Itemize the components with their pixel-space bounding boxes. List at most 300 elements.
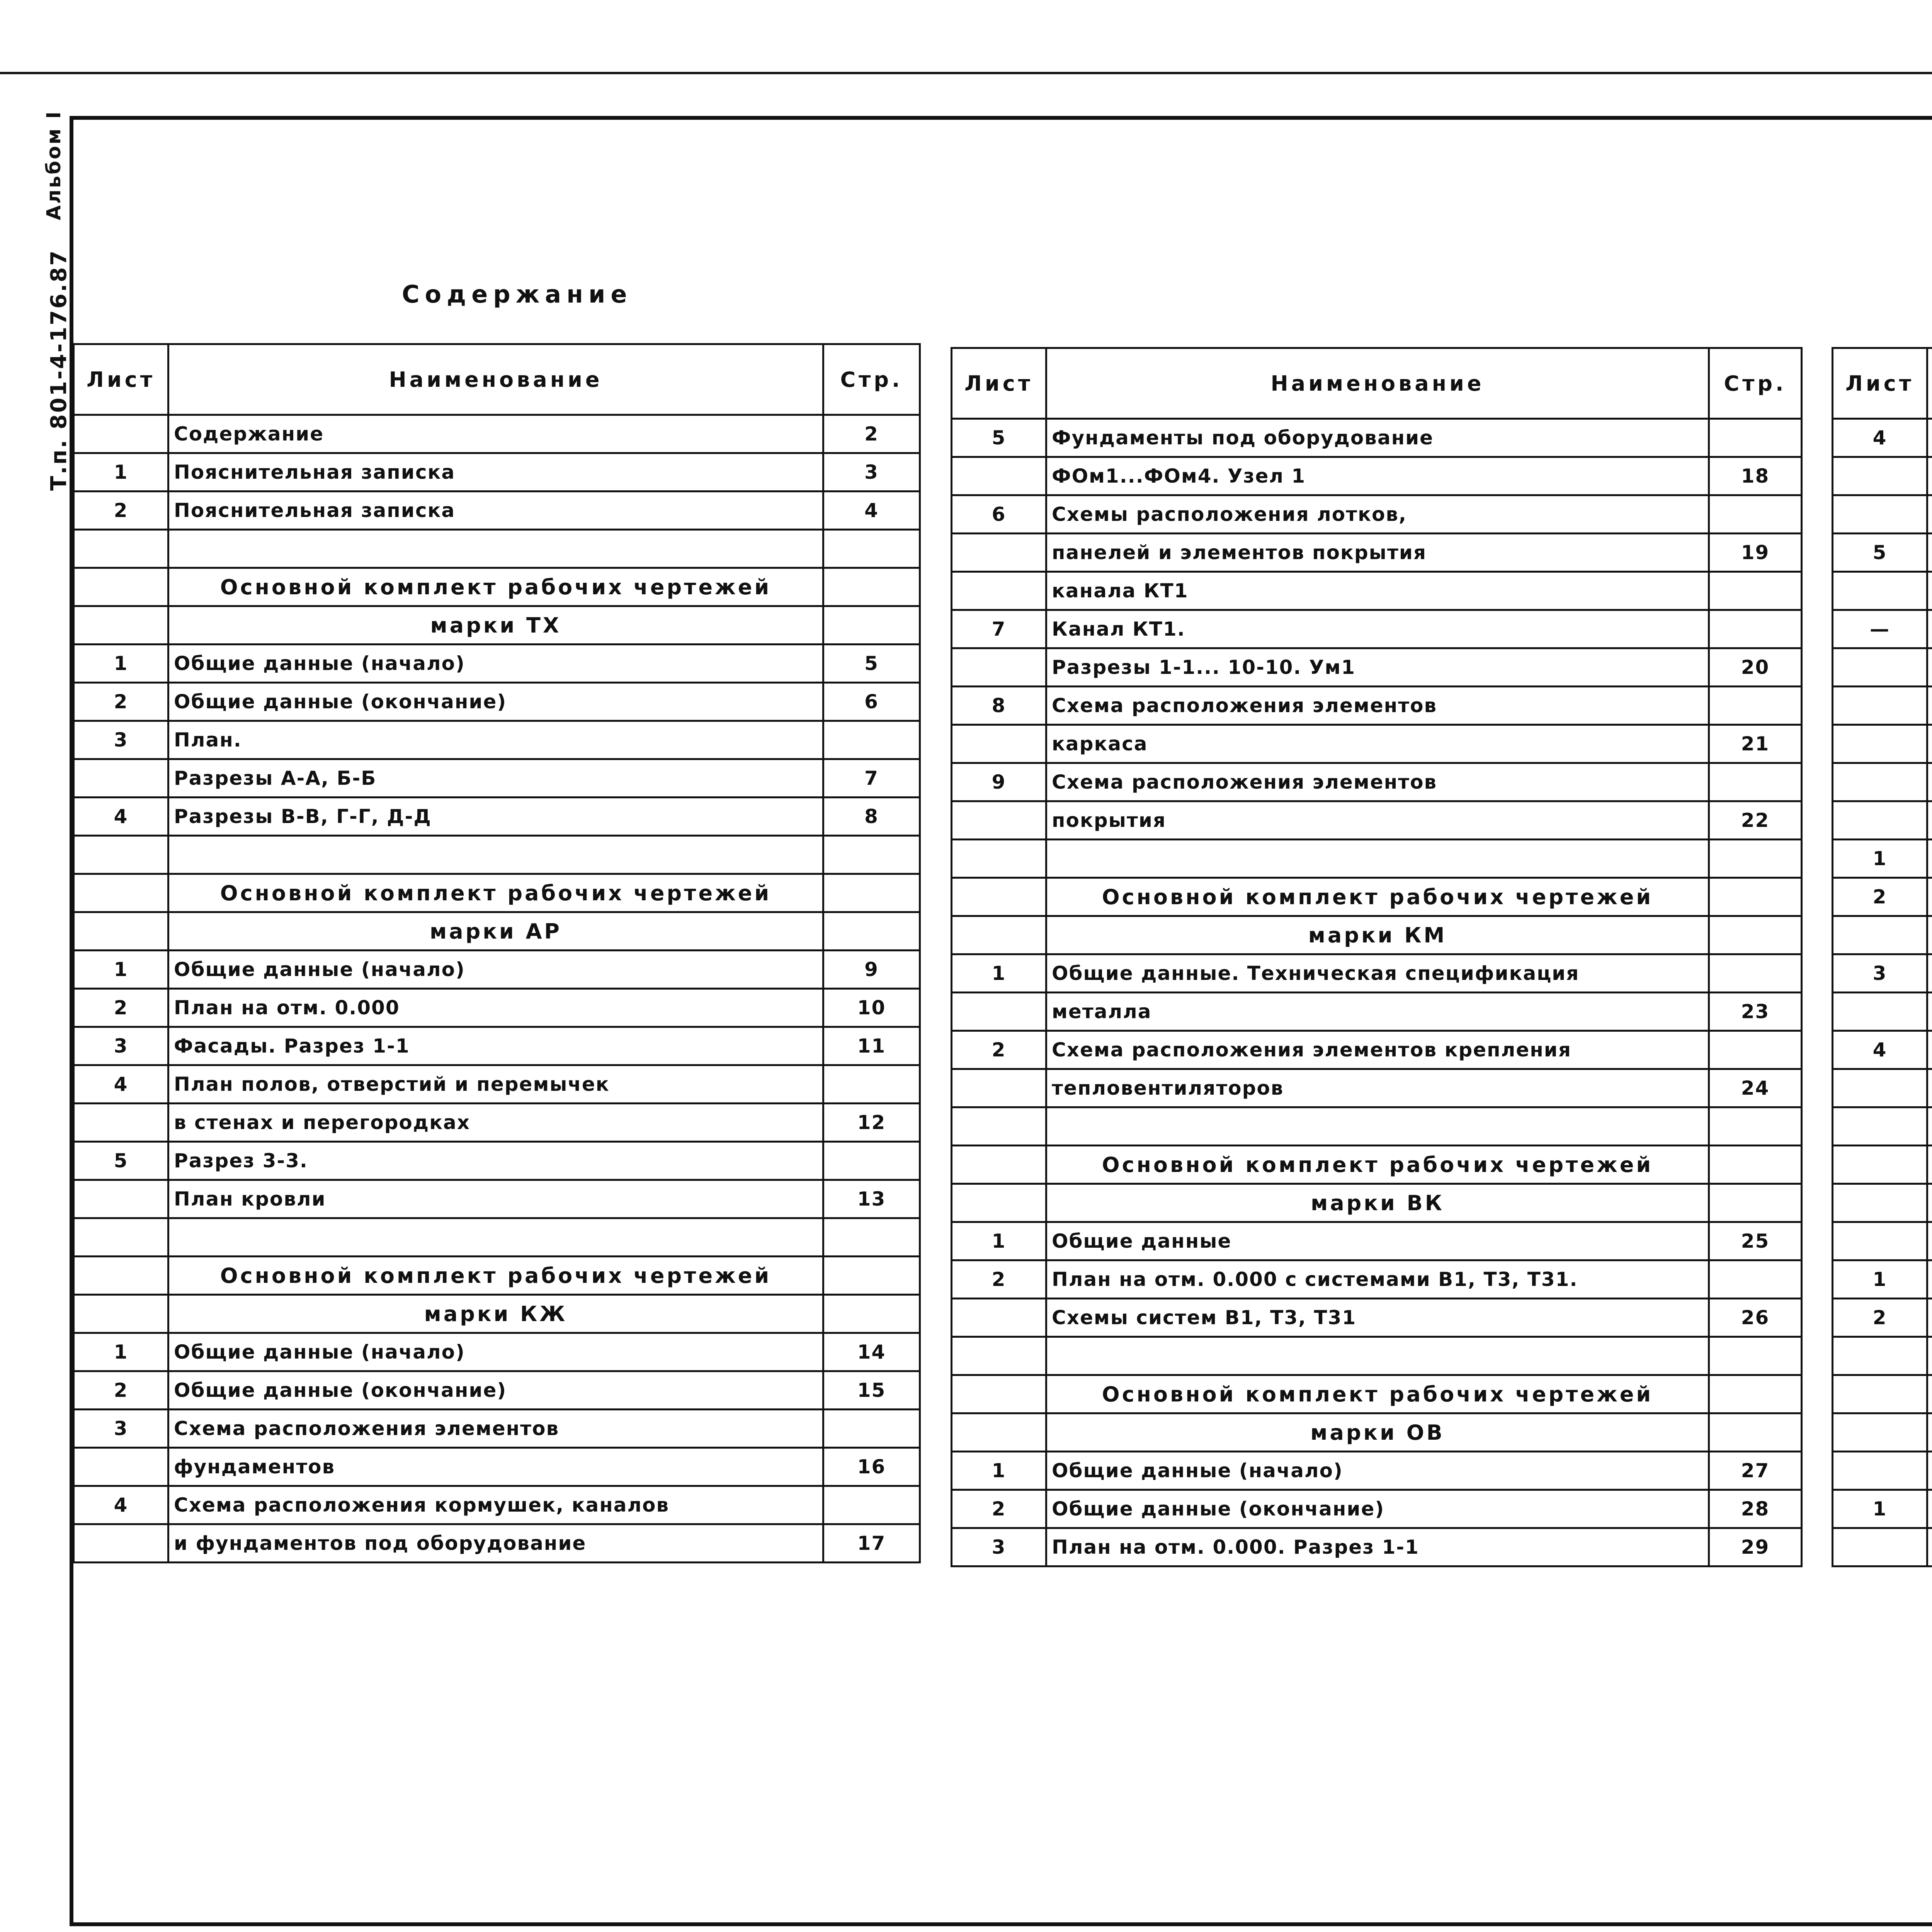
sheet-number-cell: 1 — [952, 1222, 1046, 1260]
toc-row — [952, 495, 1802, 534]
sheet-number-cell — [952, 1107, 1046, 1146]
item-name-cell: Общие данные (начало) — [168, 1333, 823, 1371]
sheet-number-cell — [1833, 1413, 1927, 1452]
toc-row — [952, 1146, 1802, 1184]
header-sheet: Лист — [74, 344, 168, 415]
sheet-number-cell — [952, 1413, 1046, 1452]
page-number-cell: 12 — [823, 1104, 920, 1142]
sheet-number-cell — [74, 759, 168, 798]
item-name-cell: тепловентиляторов — [1046, 1069, 1709, 1107]
sheet-number-cell: — — [1833, 610, 1927, 648]
toc-row — [74, 798, 920, 836]
page-number-cell: 29 — [1709, 1528, 1802, 1566]
toc-row — [74, 1448, 920, 1486]
item-name-cell: Основной комплект рабочих чертежей — [1046, 878, 1709, 916]
sheet-number-cell — [952, 840, 1046, 878]
item-name-cell: Схема расположения элементов — [168, 1410, 823, 1448]
item-name-cell: Схема расположения элементов крепления — [1046, 1031, 1709, 1069]
sheet-number-cell: 3 — [74, 721, 168, 759]
page-number-cell — [823, 1257, 920, 1295]
item-name-cell: ФОм1...ФОм4. Узел 1 — [1046, 457, 1709, 495]
toc-row — [952, 1375, 1802, 1413]
item-name-cell: Общие данные (окончание) — [168, 683, 823, 721]
page-number-cell: 26 — [1709, 1299, 1802, 1337]
sheet-number-cell: 2 — [74, 1371, 168, 1410]
sheet-number-cell: 1 — [74, 645, 168, 683]
toc-row — [74, 1410, 920, 1448]
sheet-number-cell: 3 — [74, 1027, 168, 1065]
sheet-number-cell: 4 — [74, 1486, 168, 1524]
toc-row — [952, 840, 1802, 878]
page-number-cell — [823, 1218, 920, 1257]
header-page: Стр. — [823, 344, 920, 415]
toc-row — [952, 1528, 1802, 1566]
sheet-number-cell — [74, 1218, 168, 1257]
page-number-cell: 16 — [823, 1448, 920, 1486]
sheet-number-cell — [1833, 1222, 1927, 1260]
toc-row — [1833, 1069, 1932, 1107]
page-number-cell — [1709, 610, 1802, 648]
sheet-number-cell — [1833, 763, 1927, 801]
item-name-cell: Общие данные. Техническая спецификация — [1046, 954, 1709, 993]
item-name-cell — [1927, 610, 1932, 648]
item-name-cell: Схема расположения элементов — [1046, 687, 1709, 725]
sheet-number-cell — [74, 568, 168, 606]
page-number-cell: 21 — [1709, 725, 1802, 763]
toc-row — [1833, 763, 1932, 801]
page-number-cell: 13 — [823, 1180, 920, 1218]
item-name-cell: Общие данные — [1046, 1222, 1709, 1260]
sheet-number-cell: 9 — [952, 763, 1046, 801]
item-name-cell — [1927, 1031, 1932, 1069]
toc-row — [1833, 916, 1932, 954]
sheet-number-cell: 4 — [74, 1065, 168, 1104]
toc-row — [74, 1486, 920, 1524]
item-name-cell: План на отм. 0.000 с системами В1, Т3, Т31. — [1046, 1260, 1709, 1299]
toc-row — [952, 1490, 1802, 1528]
page-number-cell: 10 — [823, 989, 920, 1027]
toc-row — [74, 568, 920, 606]
sheet-number-cell — [952, 1337, 1046, 1375]
toc-table-2 — [951, 347, 1803, 1567]
header-name: Наименование — [168, 344, 823, 415]
toc-row — [74, 1257, 920, 1295]
toc-row — [74, 1180, 920, 1218]
toc-row — [1833, 801, 1932, 840]
page-number-cell: 19 — [1709, 534, 1802, 572]
page-number-cell: 7 — [823, 759, 920, 798]
item-name-cell: панелей и элементов покрытия — [1046, 534, 1709, 572]
page-number-cell — [823, 912, 920, 951]
toc-row — [1833, 648, 1932, 687]
toc-row — [1833, 1528, 1932, 1566]
sheet-number-cell — [1833, 1146, 1927, 1184]
toc-row — [74, 453, 920, 492]
page-number-cell — [823, 1142, 920, 1180]
toc-row — [952, 457, 1802, 495]
toc-row — [952, 1337, 1802, 1375]
page-number-cell — [823, 606, 920, 645]
toc-row — [74, 1027, 920, 1065]
toc-row — [952, 916, 1802, 954]
toc-row — [1833, 954, 1932, 993]
page-number-cell — [823, 1065, 920, 1104]
page-number-cell: 11 — [823, 1027, 920, 1065]
page-number-cell — [1709, 1146, 1802, 1184]
item-name-cell — [1927, 1490, 1932, 1528]
page-number-cell — [1709, 954, 1802, 993]
item-name-cell: Разрез 3-3. — [168, 1142, 823, 1180]
page-number-cell — [1709, 916, 1802, 954]
toc-row — [74, 683, 920, 721]
item-name-cell — [1927, 1375, 1932, 1413]
toc-row — [1833, 1337, 1932, 1375]
item-name-cell — [1927, 687, 1932, 725]
item-name-cell — [1927, 1260, 1932, 1299]
album-label: Альбом I — [43, 110, 65, 220]
item-name-cell: Фундаменты под оборудование — [1046, 419, 1709, 457]
page-number-cell — [823, 1410, 920, 1448]
page-number-cell — [823, 874, 920, 912]
toc-row — [74, 492, 920, 530]
sheet-number-cell: 2 — [952, 1260, 1046, 1299]
page-number-cell — [823, 721, 920, 759]
item-name-cell — [1927, 763, 1932, 801]
toc-row — [74, 874, 920, 912]
toc-row — [1833, 534, 1932, 572]
page-number-cell: 3 — [823, 453, 920, 492]
sheet-number-cell — [74, 1257, 168, 1295]
item-name-cell — [1927, 1146, 1932, 1184]
sheet-number-cell — [74, 530, 168, 568]
toc-row — [74, 1333, 920, 1371]
page-number-cell — [1709, 572, 1802, 610]
sheet-number-cell — [74, 1448, 168, 1486]
item-name-cell — [1927, 1528, 1932, 1566]
header-sheet: Лист — [952, 348, 1046, 419]
toc-table-1 — [73, 343, 921, 1563]
page-number-cell — [1709, 419, 1802, 457]
toc-row — [952, 1299, 1802, 1337]
item-name-cell: марки КЖ — [168, 1295, 823, 1333]
toc-row — [952, 1222, 1802, 1260]
sheet-number-cell: 1 — [1833, 1260, 1927, 1299]
toc-row — [74, 415, 920, 453]
item-name-cell: Схема расположения кормушек, каналов — [168, 1486, 823, 1524]
toc-row — [952, 878, 1802, 916]
item-name-cell — [1927, 725, 1932, 763]
item-name-cell — [168, 836, 823, 874]
item-name-cell: Содержание — [168, 415, 823, 453]
sheet-number-cell — [1833, 572, 1927, 610]
page-number-cell: 25 — [1709, 1222, 1802, 1260]
sheet-number-cell — [952, 572, 1046, 610]
page-number-cell — [1709, 1260, 1802, 1299]
item-name-cell — [1927, 534, 1932, 572]
page-number-cell — [1709, 495, 1802, 534]
toc-row — [74, 1104, 920, 1142]
item-name-cell — [1927, 1413, 1932, 1452]
sheet-number-cell: 2 — [74, 989, 168, 1027]
sheet-number-cell — [74, 836, 168, 874]
page-number-cell — [1709, 1184, 1802, 1222]
sheet-number-cell: 5 — [74, 1142, 168, 1180]
item-name-cell: План полов, отверстий и перемычек — [168, 1065, 823, 1104]
item-name-cell: Пояснительная записка — [168, 453, 823, 492]
toc-row — [1833, 1260, 1932, 1299]
sheet-number-cell: 2 — [74, 492, 168, 530]
page-number-cell — [1709, 1107, 1802, 1146]
sheet-number-cell — [952, 725, 1046, 763]
toc-row — [952, 1069, 1802, 1107]
toc-row — [952, 1260, 1802, 1299]
sheet-number-cell — [74, 912, 168, 951]
item-name-cell — [1046, 1337, 1709, 1375]
item-name-cell: марки КМ — [1046, 916, 1709, 954]
header-name: Наименование — [1046, 348, 1709, 419]
toc-row — [1833, 1375, 1932, 1413]
sheet-number-cell — [1833, 495, 1927, 534]
page-number-cell: 22 — [1709, 801, 1802, 840]
sheet-number-cell — [74, 1295, 168, 1333]
item-name-cell — [1927, 495, 1932, 534]
page-number-cell: 5 — [823, 645, 920, 683]
sheet-number-cell — [952, 801, 1046, 840]
sheet-number-cell: 3 — [952, 1528, 1046, 1566]
toc-row — [74, 721, 920, 759]
toc-row — [952, 725, 1802, 763]
sheet-number-cell — [952, 878, 1046, 916]
toc-row — [1833, 457, 1932, 495]
item-name-cell — [1927, 1299, 1932, 1337]
item-name-cell — [1927, 916, 1932, 954]
sheet-number-cell — [1833, 1337, 1927, 1375]
item-name-cell — [1927, 1069, 1932, 1107]
sheet-number-cell — [952, 457, 1046, 495]
item-name-cell: марки ТХ — [168, 606, 823, 645]
sheet-number-cell: 3 — [74, 1410, 168, 1448]
toc-row — [1833, 610, 1932, 648]
toc-row — [74, 606, 920, 645]
item-name-cell: Основной комплект рабочих чертежей — [168, 568, 823, 606]
page-number-cell: 8 — [823, 798, 920, 836]
page-number-cell: 14 — [823, 1333, 920, 1371]
sheet-number-cell — [1833, 1452, 1927, 1490]
sheet-number-cell — [1833, 1528, 1927, 1566]
sheet-number-cell — [952, 1299, 1046, 1337]
toc-row — [952, 954, 1802, 993]
item-name-cell: покрытия — [1046, 801, 1709, 840]
page-number-cell — [823, 568, 920, 606]
sheet-number-cell: 2 — [952, 1031, 1046, 1069]
item-name-cell: Общие данные (окончание) — [1046, 1490, 1709, 1528]
item-name-cell: канала КТ1 — [1046, 572, 1709, 610]
page-number-cell: 23 — [1709, 993, 1802, 1031]
toc-row — [952, 1184, 1802, 1222]
sheet-number-cell — [952, 993, 1046, 1031]
page-number-cell: 24 — [1709, 1069, 1802, 1107]
toc-row — [1833, 1031, 1932, 1069]
sheet-number-cell: 2 — [1833, 878, 1927, 916]
page-number-cell — [823, 1486, 920, 1524]
item-name-cell: Схемы расположения лотков, — [1046, 495, 1709, 534]
page-number-cell — [1709, 1375, 1802, 1413]
sheet-number-cell — [74, 1180, 168, 1218]
sheet-number-cell: 4 — [74, 798, 168, 836]
item-name-cell: марки АР — [168, 912, 823, 951]
sheet-number-cell — [952, 1184, 1046, 1222]
sheet-number-cell: 4 — [1833, 1031, 1927, 1069]
sheet-number-cell — [1833, 916, 1927, 954]
item-name-cell: Общие данные (начало) — [168, 951, 823, 989]
page-number-cell: 18 — [1709, 457, 1802, 495]
item-name-cell: Разрезы А-А, Б-Б — [168, 759, 823, 798]
toc-row — [74, 912, 920, 951]
item-name-cell — [168, 530, 823, 568]
toc-row — [1833, 572, 1932, 610]
sheet-number-cell: 4 — [1833, 419, 1927, 457]
item-name-cell: Схема расположения элементов — [1046, 763, 1709, 801]
item-name-cell: Разрезы В-В, Г-Г, Д-Д — [168, 798, 823, 836]
page-number-cell: 6 — [823, 683, 920, 721]
page-number-cell — [1709, 1031, 1802, 1069]
toc-row — [1833, 840, 1932, 878]
item-name-cell: в стенах и перегородках — [168, 1104, 823, 1142]
sheet-number-cell: 7 — [952, 610, 1046, 648]
page-number-cell — [1709, 763, 1802, 801]
item-name-cell: Пояснительная записка — [168, 492, 823, 530]
page-number-cell — [1709, 878, 1802, 916]
sheet-number-cell — [1833, 687, 1927, 725]
item-name-cell — [168, 1218, 823, 1257]
sheet-number-cell — [952, 1146, 1046, 1184]
item-name-cell — [1046, 1107, 1709, 1146]
toc-row — [1833, 1146, 1932, 1184]
toc-row — [952, 610, 1802, 648]
toc-row — [952, 1107, 1802, 1146]
item-name-cell: План. — [168, 721, 823, 759]
toc-row — [74, 759, 920, 798]
item-name-cell: и фундаментов под оборудование — [168, 1524, 823, 1563]
page-number-cell — [823, 530, 920, 568]
sheet-number-cell: 8 — [952, 687, 1046, 725]
toc-row — [952, 801, 1802, 840]
sheet-number-cell — [74, 874, 168, 912]
page-number-cell: 28 — [1709, 1490, 1802, 1528]
item-name-cell — [1927, 801, 1932, 840]
toc-row — [952, 1031, 1802, 1069]
item-name-cell: Канал КТ1. — [1046, 610, 1709, 648]
toc-row — [74, 836, 920, 874]
sheet-number-cell — [952, 648, 1046, 687]
item-name-cell: Основной комплект рабочих чертежей — [1046, 1375, 1709, 1413]
item-name-cell: План на отм. 0.000 — [168, 989, 823, 1027]
sheet-number-cell: 1 — [1833, 840, 1927, 878]
page-number-cell — [823, 1295, 920, 1333]
sheet-number-cell — [952, 1375, 1046, 1413]
toc-row — [952, 572, 1802, 610]
sheet-number-cell — [74, 1104, 168, 1142]
toc-row — [1833, 1299, 1932, 1337]
project-code: Т.п. 801-4-176.87 — [46, 249, 71, 491]
sheet-number-cell: 1 — [74, 951, 168, 989]
toc-row — [74, 989, 920, 1027]
item-name-cell: марки ВК — [1046, 1184, 1709, 1222]
sheet-number-cell: 1 — [74, 1333, 168, 1371]
toc-row — [1833, 878, 1932, 916]
toc-row — [1833, 725, 1932, 763]
sheet-number-cell: 5 — [952, 419, 1046, 457]
toc-row — [1833, 993, 1932, 1031]
item-name-cell — [1927, 457, 1932, 495]
item-name-cell: Разрезы 1-1... 10-10. Ум1 — [1046, 648, 1709, 687]
item-name-cell: металла — [1046, 993, 1709, 1031]
toc-row — [1833, 1222, 1932, 1260]
item-name-cell — [1927, 840, 1932, 878]
page-number-cell: 2 — [823, 415, 920, 453]
item-name-cell — [1046, 840, 1709, 878]
sheet-number-cell — [952, 1069, 1046, 1107]
toc-row — [952, 648, 1802, 687]
item-name-cell — [1927, 1337, 1932, 1375]
toc-row — [1833, 419, 1932, 457]
toc-row — [74, 1371, 920, 1410]
page-number-cell — [1709, 1413, 1802, 1452]
toc-row — [1833, 1107, 1932, 1146]
item-name-cell — [1927, 993, 1932, 1031]
item-name-cell — [1927, 1452, 1932, 1490]
sheet-number-cell — [74, 1524, 168, 1563]
sheet-number-cell — [1833, 993, 1927, 1031]
header-page: Стр. — [1709, 348, 1802, 419]
item-name-cell: каркаса — [1046, 725, 1709, 763]
item-name-cell — [1927, 1222, 1932, 1260]
sheet-number-cell: 5 — [1833, 534, 1927, 572]
item-name-cell: Основной комплект рабочих чертежей — [168, 874, 823, 912]
item-name-cell: План на отм. 0.000. Разрез 1-1 — [1046, 1528, 1709, 1566]
toc-row — [74, 1295, 920, 1333]
item-name-cell: Основной комплект рабочих чертежей — [168, 1257, 823, 1295]
toc-row — [952, 993, 1802, 1031]
header-sheet: Лист — [1833, 348, 1927, 419]
item-name-cell: Основной комплект рабочих чертежей — [1046, 1146, 1709, 1184]
sheet-number-cell — [1833, 648, 1927, 687]
toc-row — [1833, 1184, 1932, 1222]
sheet-number-cell — [1833, 457, 1927, 495]
item-name-cell — [1927, 954, 1932, 993]
item-name-cell — [1927, 1184, 1932, 1222]
page-number-cell — [1709, 840, 1802, 878]
item-name-cell: марки ОВ — [1046, 1413, 1709, 1452]
page-number-cell: 20 — [1709, 648, 1802, 687]
toc-row — [74, 1218, 920, 1257]
sheet-number-cell — [1833, 1375, 1927, 1413]
toc-row — [952, 687, 1802, 725]
sheet-number-cell: 1 — [1833, 1490, 1927, 1528]
page-number-cell — [823, 836, 920, 874]
toc-row — [952, 419, 1802, 457]
sheet-number-cell — [952, 534, 1046, 572]
sheet-number-cell: 1 — [952, 1452, 1046, 1490]
page-number-cell: 15 — [823, 1371, 920, 1410]
toc-row — [952, 763, 1802, 801]
sheet-number-cell: 1 — [74, 453, 168, 492]
sheet-number-cell: 6 — [952, 495, 1046, 534]
page-number-cell — [1709, 1337, 1802, 1375]
toc-row — [952, 1413, 1802, 1452]
item-name-cell: Фасады. Разрез 1-1 — [168, 1027, 823, 1065]
header-name — [1927, 348, 1932, 419]
